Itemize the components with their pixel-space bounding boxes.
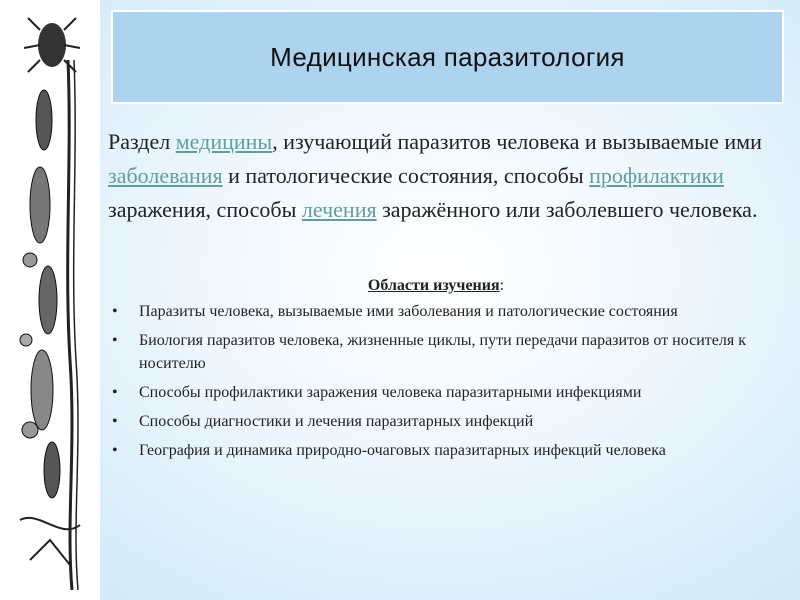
intro-text: , изучающий паразитов человека и вызываемые ими bbox=[272, 129, 762, 154]
bullet-icon: • bbox=[112, 442, 118, 459]
intro-text: и патологические состояния, способы bbox=[222, 163, 590, 188]
list-item bbox=[110, 300, 770, 323]
bullet-icon: • bbox=[112, 332, 118, 349]
areas-heading bbox=[110, 277, 762, 295]
title-banner bbox=[111, 10, 784, 104]
intro-text: Раздел bbox=[108, 129, 176, 154]
list-item-text: Способы профилактики заражения человека паразитарными инфекциями bbox=[139, 384, 642, 401]
list-item bbox=[110, 381, 770, 404]
list-item-text: Паразиты человека, вызываемые ими заболевания и патологические состояния bbox=[139, 303, 678, 320]
intro-paragraph bbox=[108, 125, 788, 227]
link-treatment[interactable]: лечения bbox=[301, 197, 377, 222]
page-title: Медицинская паразитология bbox=[270, 41, 625, 72]
areas-heading-text: Области изучения bbox=[367, 277, 500, 294]
bullet-icon: • bbox=[112, 413, 118, 430]
list-item-text: Биология паразитов человека, жизненные циклы, пути передачи паразитов от носителя к носителю bbox=[139, 332, 747, 372]
intro-text: заражённого или заболевшего человека. bbox=[376, 197, 758, 222]
list-item bbox=[110, 329, 770, 375]
list-item-text: География и динамика природно-очаговых паразитарных инфекций человека bbox=[139, 442, 666, 459]
areas-list bbox=[110, 300, 770, 468]
link-medicine[interactable]: медицины bbox=[175, 129, 273, 154]
areas-heading-colon: : bbox=[499, 277, 505, 294]
parasite-drawing bbox=[0, 0, 100, 600]
link-prevention[interactable]: профилактики bbox=[589, 163, 724, 188]
bullet-icon: • bbox=[112, 384, 118, 401]
list-item bbox=[110, 410, 770, 433]
decorative-parasite-illustration bbox=[0, 0, 100, 600]
intro-text: заражения, способы bbox=[108, 197, 302, 222]
bullet-icon: • bbox=[112, 303, 118, 320]
list-item-text: Способы диагностики и лечения паразитарных инфекций bbox=[139, 413, 534, 430]
list-item bbox=[110, 439, 770, 462]
link-diseases[interactable]: заболевания bbox=[108, 163, 223, 188]
